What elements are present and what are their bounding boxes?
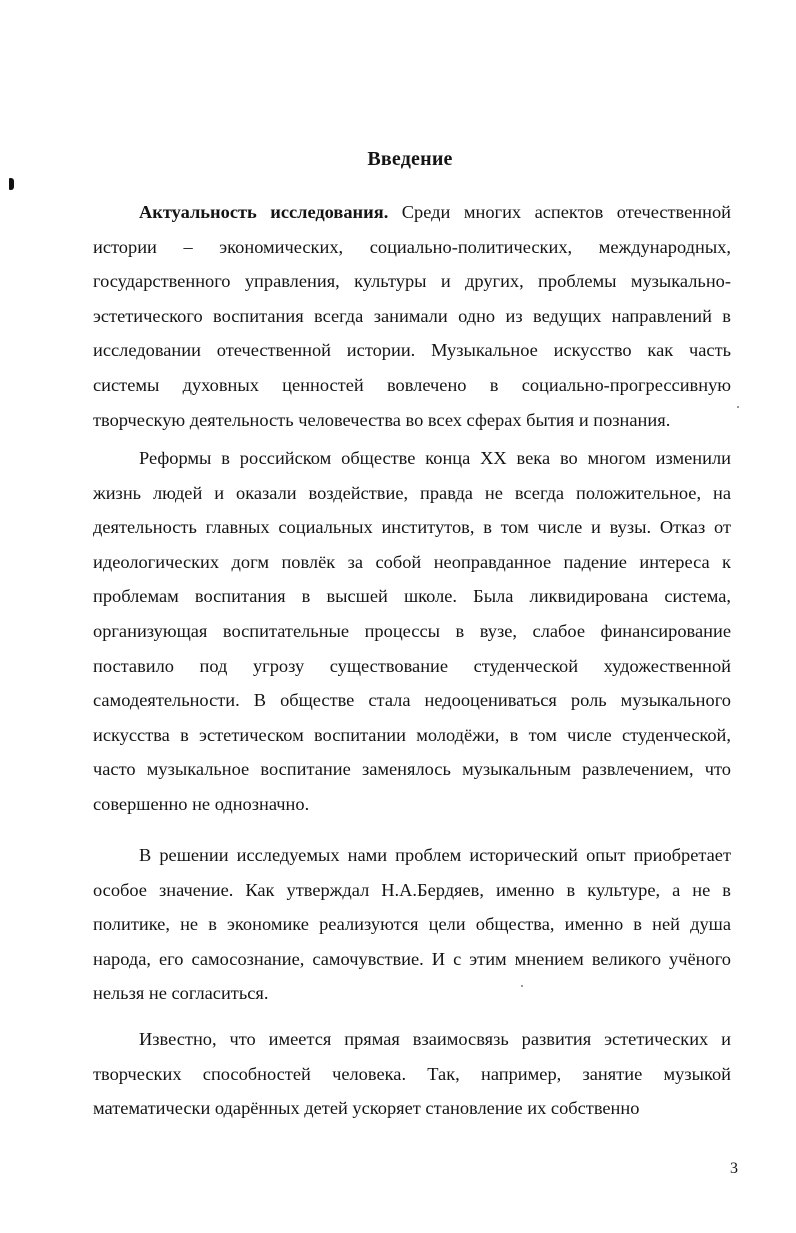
scan-speck bbox=[521, 985, 523, 987]
paragraph-relevance bbox=[93, 195, 731, 437]
page-number: 3 bbox=[730, 1160, 738, 1177]
paragraph-reforms: Реформы в российском обществе конца XX века во многом изменили жизнь людей и оказали воздействие, правда не всегда положительное, на деятельность главных социальных институтов, в том числе и вузы. Отказ от идеологических догм повлёк за собой неоправданное падение интереса к проблемам воспитания в высшей школе. Была ликвидирована система, организующая воспитательные процессы в вузе, слабое финансирование поставило под угрозу существование студенческой художественной самодеятельности. В обществе стала недооцениваться роль музыкального искусства в эстетическом воспитании молодёжи, в том числе студенческой, часто музыкальное воспитание заменялось музыкальным развлечением, что совершенно не однозначно. bbox=[93, 448, 731, 814]
page-title: Введение bbox=[367, 148, 453, 170]
paragraph-historical-experience: В решении исследуемых нами проблем исторический опыт приобретает особое значение. Как утверждал Н.А.Бердяев, именно в культуре, а не в политике, не в экономике реализуются цели общества, именно в ней душа народа, его самосознание, самочувствие. И с этим мнением великого учёного нельзя не согласиться. bbox=[93, 845, 731, 1004]
bullet-marker bbox=[9, 178, 14, 190]
paragraph-aesthetic-abilities: Известно, что имеется прямая взаимосвязь развития эстетических и творческих способностей человека. Так, например, занятие музыкой математически одарённых детей ускоряет становление их собственно bbox=[93, 1029, 731, 1119]
paragraph-text: Среди многих аспектов отечественной истории – экономических, социально-политических, международных, государственного управления, культуры и других, проблемы музыкально-эстетического воспитания всегда занимали одно из ведущих направлений в исследовании отечественной истории. Музыкальное искусство как часть системы духовных ценностей вовлечено в социально-прогрессивную творческую деятельность человечества во всех сферах бытия и познания. bbox=[93, 202, 731, 430]
scan-speck bbox=[737, 406, 739, 408]
paragraph-lead: Актуальность исследования. bbox=[139, 202, 389, 222]
